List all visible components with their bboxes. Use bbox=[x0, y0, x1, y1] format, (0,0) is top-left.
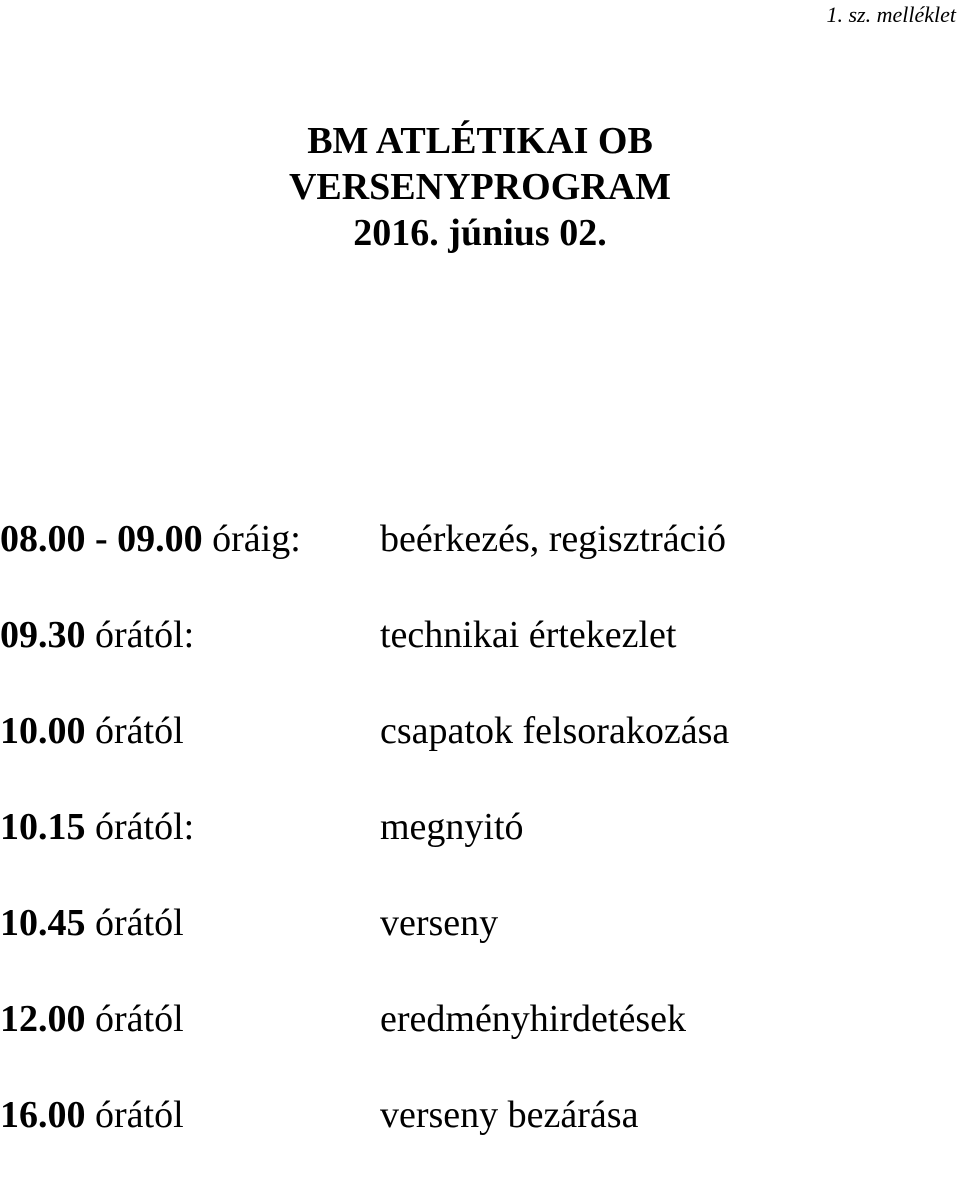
schedule-time-value: 10.00 bbox=[0, 710, 86, 752]
title-line-2: VERSENYPROGRAM bbox=[288, 166, 672, 208]
schedule-row bbox=[0, 516, 960, 612]
document-title bbox=[0, 118, 960, 256]
schedule-time-suffix: órától: bbox=[85, 614, 195, 656]
schedule-time-value: 16.00 bbox=[0, 1094, 86, 1136]
schedule-time-suffix: órától bbox=[85, 1094, 184, 1136]
schedule-time-value: 12.00 bbox=[0, 998, 86, 1040]
schedule-event: verseny bezárása bbox=[380, 1094, 639, 1136]
schedule-time-suffix: órától bbox=[85, 902, 184, 944]
schedule-row bbox=[0, 996, 960, 1092]
schedule-row bbox=[0, 1092, 960, 1188]
title-line-1: BM ATLÉTIKAI OB bbox=[307, 120, 653, 162]
annex-label: 1. sz. melléklet bbox=[826, 2, 956, 27]
schedule-row bbox=[0, 612, 960, 708]
schedule-time-value: 08.00 - 09.00 bbox=[0, 518, 203, 560]
schedule-time bbox=[0, 516, 301, 562]
title-date: 2016. június 02. bbox=[353, 212, 607, 254]
schedule-time bbox=[0, 612, 194, 658]
schedule-time bbox=[0, 708, 184, 754]
schedule-time-suffix: óráig: bbox=[202, 518, 301, 560]
schedule-row bbox=[0, 804, 960, 900]
schedule-event: technikai értekezlet bbox=[380, 614, 677, 656]
schedule-time bbox=[0, 804, 194, 850]
schedule-time-suffix: órától bbox=[85, 998, 184, 1040]
schedule-time-suffix: órától: bbox=[85, 806, 195, 848]
schedule-time-value: 10.15 bbox=[0, 806, 86, 848]
schedule-time bbox=[0, 996, 184, 1042]
schedule-list bbox=[0, 516, 960, 1188]
schedule-time-value: 10.45 bbox=[0, 902, 86, 944]
schedule-row bbox=[0, 708, 960, 804]
schedule-event: megnyitó bbox=[380, 806, 524, 848]
schedule-row bbox=[0, 900, 960, 996]
schedule-event: beérkezés, regisztráció bbox=[380, 518, 727, 560]
schedule-time-value: 09.30 bbox=[0, 614, 86, 656]
schedule-time bbox=[0, 1092, 184, 1138]
schedule-event: csapatok felsorakozása bbox=[380, 710, 730, 752]
schedule-event: eredményhirdetések bbox=[380, 998, 686, 1040]
schedule-time-suffix: órától bbox=[85, 710, 184, 752]
schedule-time bbox=[0, 900, 184, 946]
schedule-event: verseny bbox=[380, 902, 499, 944]
